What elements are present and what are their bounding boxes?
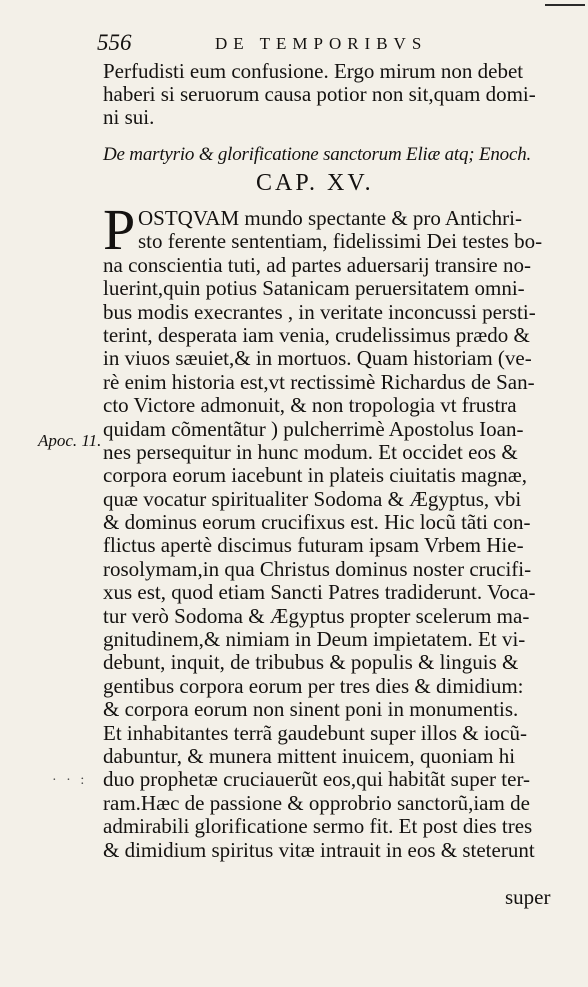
text-line: gnitudinem,& nimiam in Deum impietatem. Et vi- [103,627,526,652]
text-line: & dimidium spiritus vitæ intrauit in eos & steterunt [103,837,535,862]
text-line: sto ferente sententiam, fidelissimi Dei testes bo- [138,229,543,254]
drop-cap: P [103,197,136,262]
text-line: & corpora eorum non sinent poni in monumentis. [103,697,519,722]
margin-marks: · · : [52,773,88,788]
text-line: na conscientia tuti, ad partes aduersarij transire no- [103,252,531,277]
text-line: admirabili glorificatione sermo fit. Et post dies tres [103,814,533,839]
text-line: rosolymam,in qua Christus dominus noster crucifi- [103,556,532,581]
text-line: flictus apertè discimus futuram ipsam Vrbem Hie- [103,533,524,558]
text-line: haberi si seruorum causa potior non sit,quam domi- [103,82,536,106]
top-rule [545,4,585,6]
text-line: quidam cõmentãtur ) pulcherrimè Apostolus Ioan- [103,416,524,441]
section-heading: De martyrio & glorificatione sanctorum Eliæ atq; Enoch. [103,144,532,165]
text-line: luerint,quin potius Satanicam peruersitatem omni- [103,276,525,301]
text-line: bus modis execrantes , in veritate inconcussi persti- [103,299,536,324]
text-line: dabuntur, & munera mittent inuicem, quoniam hi [103,743,516,768]
text-line: cto Victore admonuit, & non tropologia vt frustra [103,393,517,418]
text-line: tur verò Sodoma & Ægyptus propter scelerum ma- [103,603,530,628]
margin-note: Apoc. 11. [38,431,102,450]
text-line: rè enim historia est,vt rectissimè Richardus de San- [103,369,535,394]
page-header [97,30,542,56]
text-line: gentibus corpora eorum per tres dies & dimidium: [103,673,524,698]
catchword: super [505,885,551,909]
text-line: corpora eorum iacebunt in plateis ciuitatis magnæ, [103,463,527,488]
chapter-title: CAP. XV. [256,170,374,196]
text-line: in viuos sæuiet,& in mortuos. Quam historiam (ve- [103,346,532,371]
text-line: nes persequitur in hunc modum. Et occidet eos & [103,439,518,464]
page-number: 556 [97,30,132,55]
text-line: debunt, inquit, de tribubus & populis & linguis & [103,650,519,675]
text-line: ni sui. [103,105,155,129]
running-title: DE TEMPORIBVS [215,34,428,53]
chapter-body [103,197,558,862]
text-line: terint, desperata iam venia, crudelissimus prædo & [103,322,530,347]
intro-paragraph [103,60,553,129]
text-line: ram.Hæc de passione & opprobrio sanctorũ,iam de [103,790,530,815]
text-line: Et inhabitantes terrã gaudebunt super illos & iocũ- [103,720,527,745]
text-line: OSTQVAM mundo spectante & pro Antichri- [138,206,522,230]
text-line: quæ vocatur spiritualiter Sodoma & Ægyptus, vbi [103,486,522,511]
text-line: xus est, quod etiam Sancti Patres tradiderunt. Voca- [103,580,536,605]
text-line: Perfudisti eum confusione. Ergo mirum non debet [103,59,524,83]
text-line: duo prophetæ cruciauerũt eos,qui habitãt super ter- [103,767,531,792]
text-line: & dominus eorum crucifixus est. Hic locũ tãti con- [103,510,531,535]
